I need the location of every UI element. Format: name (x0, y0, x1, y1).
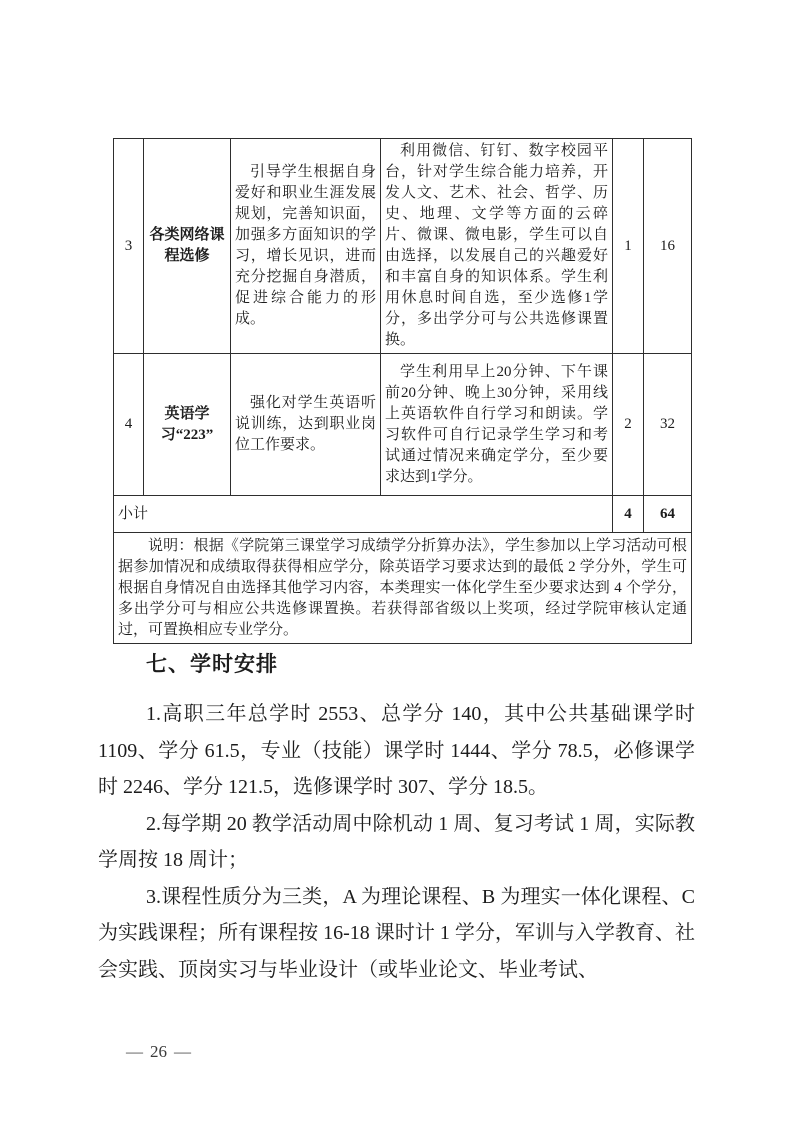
course-name: 各类网络课程选修 (144, 139, 231, 354)
course-credits: 2 (613, 354, 644, 496)
course-hours: 16 (644, 139, 692, 354)
subtotal-label: 小计 (114, 496, 613, 533)
row-number: 3 (114, 139, 144, 354)
course-goal: 引导学生根据自身爱好和职业生涯发展规划，完善知识面，加强多方面知识的学习，增长见识，进而充分挖掘自身潜质，促进综合能力的形成。 (231, 139, 381, 354)
course-name: 英语学习“223” (144, 354, 231, 496)
note-row (114, 533, 692, 644)
page-number (126, 1042, 191, 1062)
subtotal-row (114, 496, 692, 533)
subtotal-credits: 4 (613, 496, 644, 533)
table-row (114, 354, 692, 496)
row-number: 4 (114, 354, 144, 496)
credit-table (113, 138, 692, 644)
course-hours: 32 (644, 354, 692, 496)
section-hours-arrangement (98, 650, 695, 988)
subtotal-hours: 64 (644, 496, 692, 533)
paragraph-total-hours: 1.高职三年总学时 2553、总学分 140，其中公共基础课学时 1109、学分 61.5，专业（技能）课学时 1444、学分 78.5，必修课学时 2246、学分 121.5，选修课学时 307、学分 18.5。 (98, 703, 695, 798)
course-goal: 强化对学生英语听说训练，达到职业岗位工作要求。 (231, 354, 381, 496)
section-heading: 七、学时安排 (146, 652, 278, 676)
course-credits: 1 (613, 139, 644, 354)
footer-dash-left: — (126, 1042, 143, 1061)
footer-page-number: 26 (150, 1042, 167, 1061)
table-note: 说明：根据《学院第三课堂学习成绩学分折算办法》，学生参加以上学习活动可根据参加情况和成绩取得获得相应学分，除英语学习要求达到的最低 2 学分外，学生可根据自身情况自由选择其他学习内容，本类理实一体化学生至少要求达到 4 个学分，多出学分可与相应公共选修课置换。若获得部省级以上奖项，经过学院审核认定通过，可置换相应专业学分。 (114, 533, 692, 644)
paragraph-course-types: 3.课程性质分为三类，A 为理论课程、B 为理实一体化课程、C 为实践课程；所有课程按 16-18 课时计 1 学分，军训与入学教育、社会实践、顶岗实习与毕业设计（或毕业论文、毕业考试、 (98, 885, 695, 981)
paragraph-teaching-weeks: 2.每学期 20 教学活动周中除机动 1 周、复习考试 1 周，实际教学周按 18 周计； (98, 812, 695, 871)
course-content: 学生利用早上20分钟、下午课前20分钟、晚上30分钟，采用线上英语软件自行学习和朗读。学习软件可自行记录学生学习和考试通过情况来确定学分，至少要求达到1学分。 (381, 354, 613, 496)
footer-dash-right: — (174, 1042, 191, 1061)
course-content: 利用微信、钉钉、数字校园平台，针对学生综合能力培养，开发人文、艺术、社会、哲学、历史、地理、文学等方面的云碎片、微课、微电影，学生可以自由选择，以发展自己的兴趣爱好和丰富自身的知识体系。学生利用休息时间自选，至少选修1学分，多出学分可与公共选修课置换。 (381, 139, 613, 354)
table-row (114, 139, 692, 354)
